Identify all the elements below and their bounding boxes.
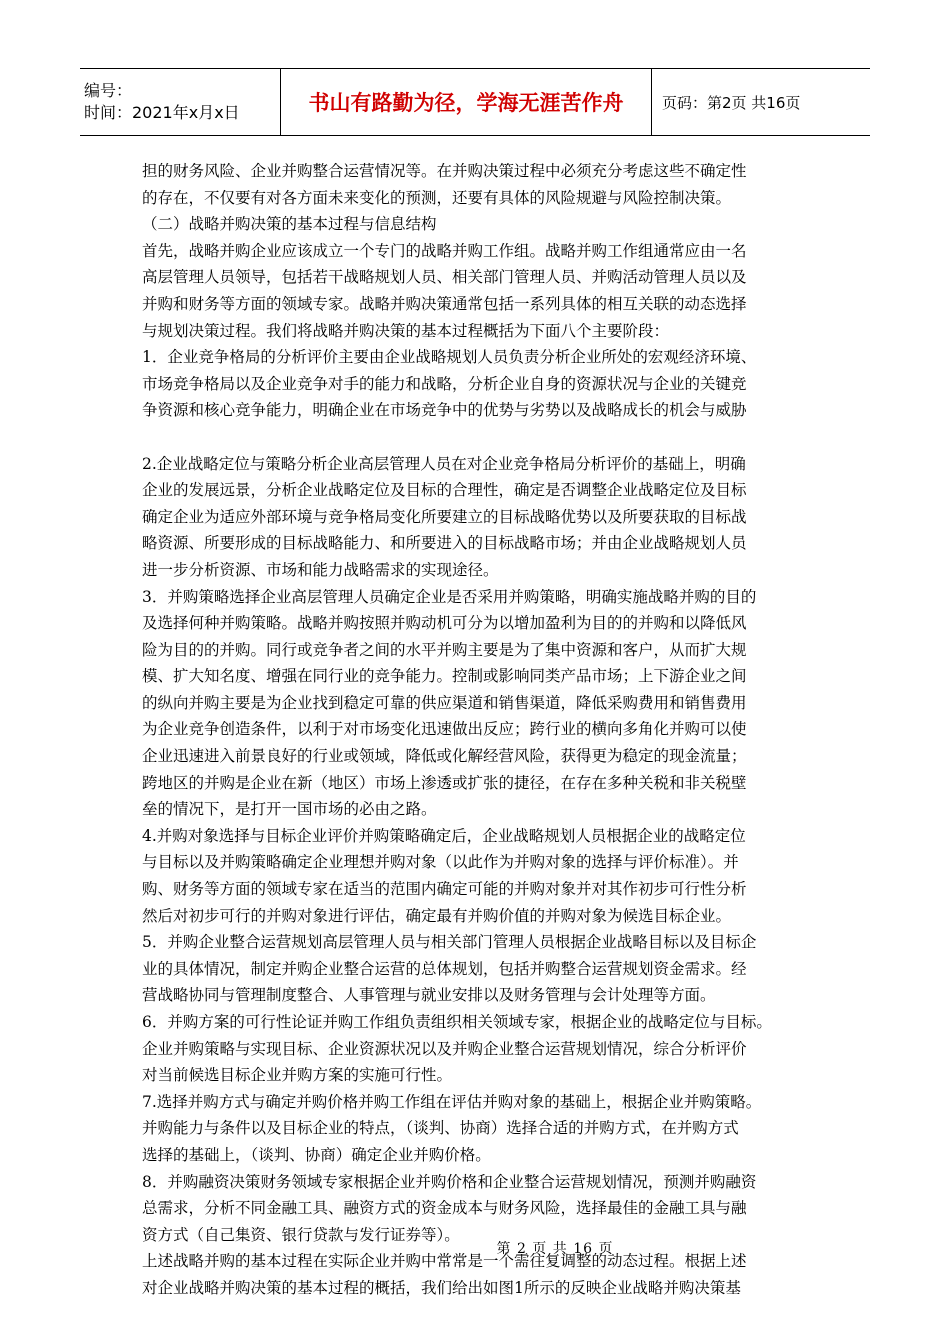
text-line: 6．并购方案的可行性论证并购工作组负责组织相关领域专家，根据企业的战略定位与目标。 bbox=[142, 1013, 772, 1031]
text-line: 然后对初步可行的并购对象进行评估，确定最有并购价值的并购对象为候选目标企业。 bbox=[142, 906, 732, 925]
text-line: 垒的情况下，是打开一国市场的必由之路。 bbox=[142, 800, 437, 819]
text-line: 对当前候选目标企业并购方案的实施可行性。 bbox=[142, 1066, 453, 1085]
text-line: 总需求，分析不同金融工具、融资方式的资金成本与财务风险，选择最佳的金融工具与融 bbox=[142, 1199, 747, 1218]
text-line: 高层管理人员领导，包括若干战略规划人员、相关部门管理人员、并购活动管理人员以及 bbox=[142, 268, 747, 287]
text-line: 与目标以及并购策略确定企业理想并购对象（以此作为并购对象的选择与评价标准）。并 bbox=[142, 853, 739, 872]
footer-page-number: 第 2 页 共 16 页 bbox=[496, 1241, 614, 1257]
text-line: 市场竞争格局以及企业竞争对手的能力和战略，分析企业自身的资源状况与企业的关键竞 bbox=[142, 374, 747, 393]
page-footer bbox=[0, 1238, 950, 1258]
header-motto: 书山有路勤为径，学海无涯苦作舟 bbox=[280, 69, 652, 135]
text-line: 企业并购策略与实现目标、企业资源状况以及并购企业整合运营规划情况，综合分析评价 bbox=[142, 1039, 747, 1058]
text-line: 的存在，不仅要有对各方面未来变化的预测，还要有具体的风险规避与风险控制决策。 bbox=[142, 188, 732, 207]
blank-line bbox=[142, 424, 812, 451]
text-line: 4.并购对象选择与目标企业评价并购策略确定后，企业战略规划人员根据企业的战略定位 bbox=[142, 826, 746, 845]
text-line: 险为目的的并购。同行或竞争者之间的水平并购主要是为了集中资源和客户，从而扩大规 bbox=[142, 640, 747, 659]
text-line: 购、财务等方面的领域专家在适当的范围内确定可能的并购对象并对其作初步可行性分析 bbox=[142, 880, 747, 899]
text-line: 5．并购企业整合运营规划高层管理人员与相关部门管理人员根据企业战略目标以及目标企 bbox=[142, 933, 757, 952]
text-line: 并购和财务等方面的领域专家。战略并购决策通常包括一系列具体的相互关联的动态选择 bbox=[142, 294, 747, 313]
text-line: 1．企业竞争格局的分析评价主要由企业战略规划人员负责分析企业所处的宏观经济环境、 bbox=[142, 348, 757, 367]
text-line: 上述战略并购的基本过程在实际企业并购中常常是一个需往复调整的动态过程。根据上述 bbox=[142, 1252, 747, 1271]
text-line: 为企业竞争创造条件，以利于对市场变化迅速做出反应；跨行业的横向多角化并购可以使 bbox=[142, 720, 747, 739]
text-line: 争资源和核心竞争能力，明确企业在市场竞争中的优势与劣势以及战略成长的机会与威胁 bbox=[142, 401, 747, 420]
text-line: 营战略协同与管理制度整合、人事管理与就业安排以及财务管理与会计处理等方面。 bbox=[142, 986, 716, 1005]
document-body bbox=[142, 158, 812, 1302]
text-line: 业的具体情况，制定并购企业整合运营的总体规划，包括并购整合运营规划资金需求。经 bbox=[142, 959, 747, 978]
text-line: 与规划决策过程。我们将战略并购决策的基本过程概括为下面八个主要阶段： bbox=[142, 321, 670, 340]
header-page-info: 页码：第2页 共16页 bbox=[662, 93, 801, 112]
text-line: 模、扩大知名度、增强在同行业的竞争能力。控制或影响同类产品市场；上下游企业之间 bbox=[142, 667, 747, 686]
text-line: （二）战略并购决策的基本过程与信息结构 bbox=[142, 215, 437, 234]
text-line: 并购能力与条件以及目标企业的特点，（谈判、协商）选择合适的并购方式，在并购方式 bbox=[142, 1119, 739, 1138]
text-line: 选择的基础上，（谈判、协商）确定企业并购价格。 bbox=[142, 1145, 491, 1164]
text-line: 进一步分析资源、市场和能力战略需求的实现途径。 bbox=[142, 560, 499, 579]
text-line: 8．并购融资决策财务领域专家根据企业并购价格和企业整合运营规划情况，预测并购融资 bbox=[142, 1172, 757, 1191]
text-line: 2.企业战略定位与策略分析企业高层管理人员在对企业竞争格局分析评价的基础上，明确 bbox=[142, 454, 746, 473]
text-line: 担的财务风险、企业并购整合运营情况等。在并购决策过程中必须充分考虑这些不确定性 bbox=[142, 162, 747, 180]
text-line: 3．并购策略选择企业高层管理人员确定企业是否采用并购策略，明确实施战略并购的目的 bbox=[142, 587, 757, 606]
text-line: 企业的发展远景，分析企业战略定位及目标的合理性，确定是否调整企业战略定位及目标 bbox=[142, 481, 747, 500]
text-line: 的纵向并购主要是为企业找到稳定可靠的供应渠道和销售渠道，降低采购费用和销售费用 bbox=[142, 693, 747, 712]
text-line: 略资源、所要形成的目标战略能力、和所要进入的目标战略市场；并由企业战略规划人员 bbox=[142, 534, 747, 553]
document-number-label: 编号： bbox=[84, 81, 133, 100]
text-line: 及选择何种并购策略。战略并购按照并购动机可分为以增加盈利为目的的并购和以降低风 bbox=[142, 614, 747, 633]
page-header bbox=[80, 68, 870, 136]
document-date-label: 时间：2021年x月x日 bbox=[84, 103, 240, 122]
text-line: 跨地区的并购是企业在新（地区）市场上渗透或扩张的捷径，在存在多种关税和非关税壁 bbox=[142, 773, 747, 792]
header-meta bbox=[80, 69, 280, 135]
text-line: 首先，战略并购企业应该成立一个专门的战略并购工作组。战略并购工作组通常应由一名 bbox=[142, 241, 747, 260]
text-line: 资方式（自己集资、银行贷款与发行证券等）。 bbox=[142, 1225, 460, 1244]
text-line: 确定企业为适应外部环境与竞争格局变化所要建立的目标战略优势以及所要获取的目标战 bbox=[142, 507, 747, 526]
text-line: 企业迅速进入前景良好的行业或领域，降低或化解经营风险，获得更为稳定的现金流量； bbox=[142, 747, 747, 766]
text-line: 对企业战略并购决策的基本过程的概括，我们给出如图1所示的反映企业战略并购决策基 bbox=[142, 1278, 741, 1297]
text-line: 7.选择并购方式与确定并购价格并购工作组在评估并购对象的基础上，根据企业并购策略。 bbox=[142, 1092, 762, 1111]
